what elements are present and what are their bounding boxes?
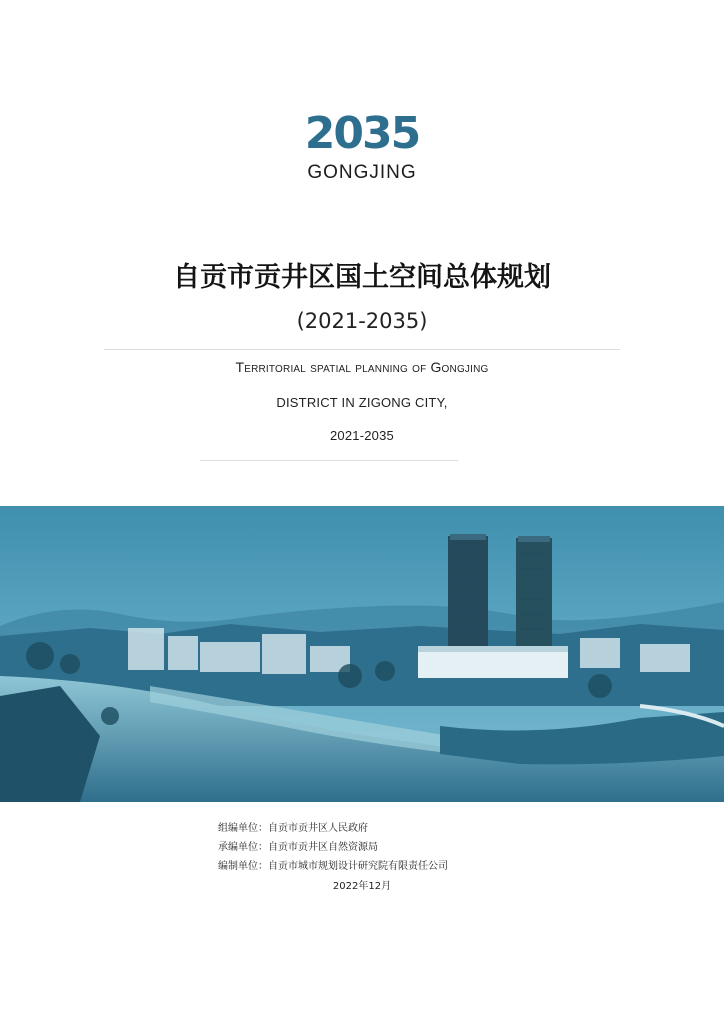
english-title-line-2: DISTRICT IN ZIGONG CITY,: [276, 395, 448, 410]
credit-row-compiler: [218, 857, 448, 876]
credit-value: 自贡市城市规划设计研究院有限责任公司: [268, 861, 448, 872]
divider-top: [104, 349, 620, 350]
logo-number: 2035: [304, 108, 420, 159]
credit-label: 承编单位：: [218, 842, 268, 853]
credit-row-organizer: [218, 819, 448, 838]
credit-value: 自贡市贡井区自然资源局: [268, 842, 378, 853]
english-title-line-1: Territorial spatial planning of Gongjing: [235, 359, 489, 375]
publication-date: 2022年12月: [332, 881, 392, 892]
document-years: (2021-2035): [296, 309, 428, 333]
english-title-line-3: 2021-2035: [330, 428, 394, 443]
credit-label: 组编单位：: [218, 823, 268, 834]
credit-label: 编制单位：: [218, 861, 268, 872]
document-title: 自贡市贡井区国土空间总体规划: [173, 262, 551, 293]
credit-row-undertaker: [218, 838, 448, 857]
logo-name: GONGJING: [307, 162, 417, 183]
divider-bottom: [200, 460, 458, 461]
credits-block: [218, 819, 448, 876]
credit-value: 自贡市贡井区人民政府: [268, 823, 368, 834]
city-skyline-photo: [0, 506, 724, 802]
